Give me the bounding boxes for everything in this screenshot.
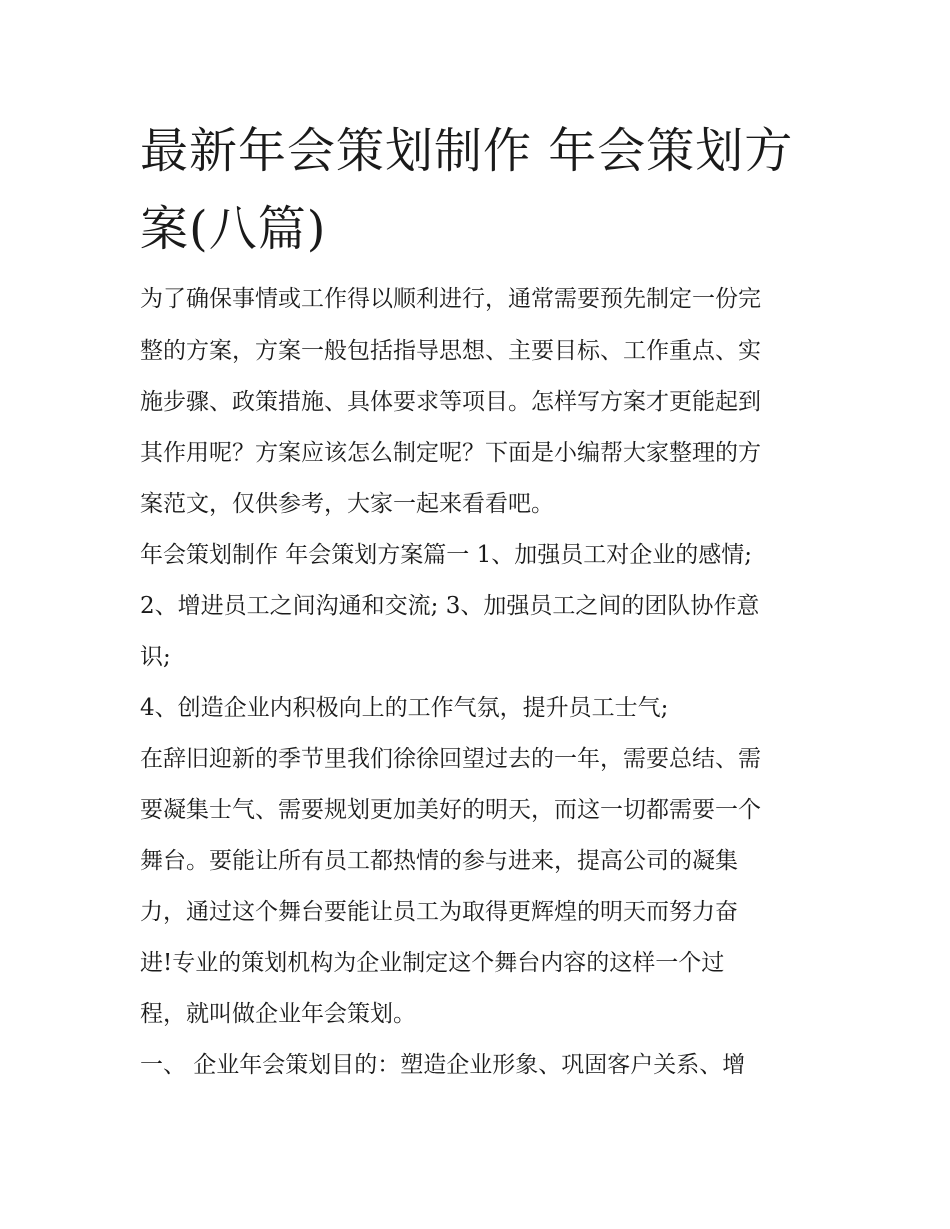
body-line: 年会策划制作 年会策划方案篇一 1、加强员工对企业的感情; xyxy=(140,542,753,568)
body-line: 2、增进员工之间沟通和交流; 3、加强员工之间的团队协作意 xyxy=(140,593,760,619)
body-line: 一、 企业年会策划目的：塑造企业形象、巩固客户关系、增 xyxy=(140,1052,746,1078)
body-line: 进!专业的策划机构为企业制定这个舞台内容的这样一个过 xyxy=(140,950,725,976)
body-line: 力，通过这个舞台要能让员工为取得更辉煌的明天而努力奋 xyxy=(140,899,738,925)
title-line: 案(八篇) xyxy=(140,201,327,257)
body-line: 在辞旧迎新的季节里我们徐徐回望过去的一年，需要总结、需 xyxy=(140,746,761,772)
body-line: 要凝集士气、需要规划更加美好的明天，而这一切都需要一个 xyxy=(140,797,761,823)
body-line: 为了确保事情或工作得以顺利进行，通常需要预先制定一份完 xyxy=(140,286,761,312)
body-line: 施步骤、政策措施、具体要求等项目。怎样写方案才更能起到 xyxy=(140,389,761,415)
title-line: 最新年会策划制作 年会策划方 xyxy=(140,123,794,179)
body-line: 程，就叫做企业年会策划。 xyxy=(140,1001,416,1027)
body-line: 识; xyxy=(140,644,171,670)
body-line: 案范文，仅供参考，大家一起来看看吧。 xyxy=(140,491,554,517)
body-line: 舞台。要能让所有员工都热情的参与进来，提高公司的凝集 xyxy=(140,848,738,874)
body-line: 4、创造企业内积极向上的工作气氛，提升员工士气; xyxy=(140,695,669,721)
body-line: 整的方案，方案一般包括指导思想、主要目标、工作重点、实 xyxy=(140,338,761,364)
body-line: 其作用呢？方案应该怎么制定呢？下面是小编帮大家整理的方 xyxy=(140,440,761,466)
document-title xyxy=(140,112,820,268)
